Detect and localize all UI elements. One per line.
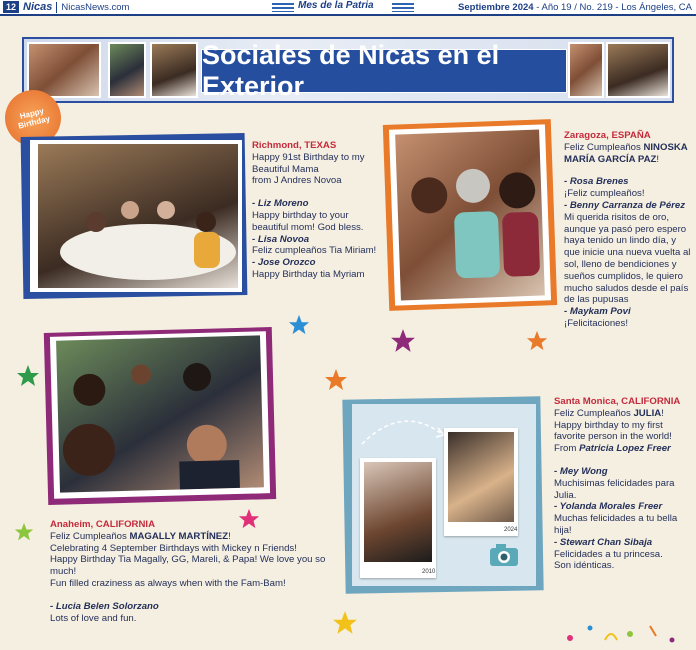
photo-scene (56, 335, 264, 492)
honoree-name: MAGALLY MARTÍNEZ (129, 530, 229, 542)
city-label: Anaheim, CALIFORNIA (50, 519, 156, 530)
star-icon (238, 508, 260, 530)
commenter-name: - Lisa Novoa (252, 233, 310, 245)
city-label: Zaragoza, ESPAÑA (564, 130, 651, 141)
photo-anaheim (56, 335, 264, 492)
banner-title: Sociales de Nicas en el Exterior (201, 49, 567, 93)
photo-zaragoza (395, 130, 545, 301)
flag-icon (272, 3, 294, 12)
year-label: 2010 (422, 569, 436, 575)
star-icon (390, 328, 416, 354)
star-icon (332, 610, 358, 636)
polaroid-left (360, 458, 436, 578)
photo-scene (395, 130, 545, 301)
honoree-name: MARÍA GARCÍA PAZ (564, 153, 657, 165)
commenter-name: - Liz Moreno (252, 198, 309, 210)
star-icon (14, 522, 34, 542)
commenter-name: - Maykam Povi (564, 306, 631, 318)
commenter-name: - Benny Carranza de Pérez (564, 199, 686, 211)
commenter-name: - Rosa Brenes (564, 176, 629, 188)
banner-photo (108, 42, 146, 98)
honoree-name: NINOSKA (643, 141, 688, 153)
post-anaheim: Anaheim, CALIFORNIA Feliz Cumpleaños MAGALLY MARTÍNEZ! Celebrating 4 September Birthdays with Mickey n Friends! Happy Birthday Tia Magally, GG, Mareli, & Papa! We love you so much! Fun filled craziness as always when with the Fam-Bam! - Lucia Belen Solorzano Lots of love and fun. (50, 519, 350, 624)
photo-santamonica-2010 (364, 462, 432, 562)
banner-photo (606, 42, 670, 98)
photo-scene (38, 144, 238, 288)
logo: Nicas (23, 1, 53, 13)
banner-photo (568, 42, 604, 98)
city-label: Richmond, TEXAS (252, 140, 337, 151)
photo-richmond (38, 144, 238, 288)
city-label: Santa Monica, CALIFORNIA (554, 396, 681, 407)
commenter-name: - Jose Orozco (252, 257, 316, 269)
photo-santamonica-2024 (448, 432, 514, 522)
confetti-decoration (560, 618, 690, 648)
star-icon (288, 314, 310, 336)
star-icon (526, 330, 548, 352)
page-banner (22, 37, 674, 103)
site-link[interactable]: NicasNews.com (56, 2, 129, 13)
star-icon (324, 368, 348, 392)
flag-icon (392, 3, 414, 12)
top-bar (0, 0, 696, 16)
banner-photo (150, 42, 198, 98)
section-title: Mes de la Patria (298, 0, 374, 11)
post-zaragoza: Zaragoza, ESPAÑA Feliz Cumpleaños NINOSKA MARÍA GARCÍA PAZ! - Rosa Brenes ¡Feliz cumpleaños! - Benny Carranza de Pérez Mi querida risitos de oro, aunque ya pasó pero espero haya tenido un lindo día, y que inicie una nueva vuelta al sol, lleno de bendiciones y sueños cumplidos, le quiero mucho saludos desde el país de las pupusas - Maykam Povi ¡Felicitaciones! (564, 130, 694, 330)
commenter-name: - Lucia Belen Solorzano (50, 600, 159, 612)
birthday-sticker: Happy Birthday (0, 84, 67, 152)
camera-icon (488, 540, 522, 570)
polaroid-right (444, 428, 518, 536)
honoree-name: JULIA (633, 407, 662, 419)
post-santamonica: Santa Monica, CALIFORNIA Feliz Cumpleaños JULIA! Happy birthday to my first favorite person in the world! From Patricia Lopez Freer - Mey Wong Muchisimas felicidades para Julia. - Yolanda Morales Freer Muchas felicidades a tu bella hija! - Stewart Chan Sibaja Felicidades a tu princesa. Son idénticas. (554, 396, 694, 572)
post-richmond: Richmond, TEXAS Happy 91st Birthday to my Beautiful Mama from J Andres Novoa - Liz Moreno Happy birthday to your beautiful mom! God bless. - Lisa Novoa Feliz cumpleaños Tia Miriam! - Jose Orozco Happy Birthday tia Myriam (252, 140, 382, 281)
commenter-name: - Yolanda Morales Freer (554, 501, 663, 513)
commenter-name: - Stewart Chan Sibaja (554, 536, 653, 548)
page-number: 12 (3, 1, 19, 13)
star-icon (16, 364, 40, 388)
year-label: 2024 (504, 527, 518, 533)
commenter-name: - Mey Wong (554, 465, 608, 477)
author-name: Patricia Lopez Freer (579, 443, 671, 455)
issue-date: Septiembre 2024 - Año 19 / No. 219 - Los Ángeles, CA (458, 2, 692, 13)
